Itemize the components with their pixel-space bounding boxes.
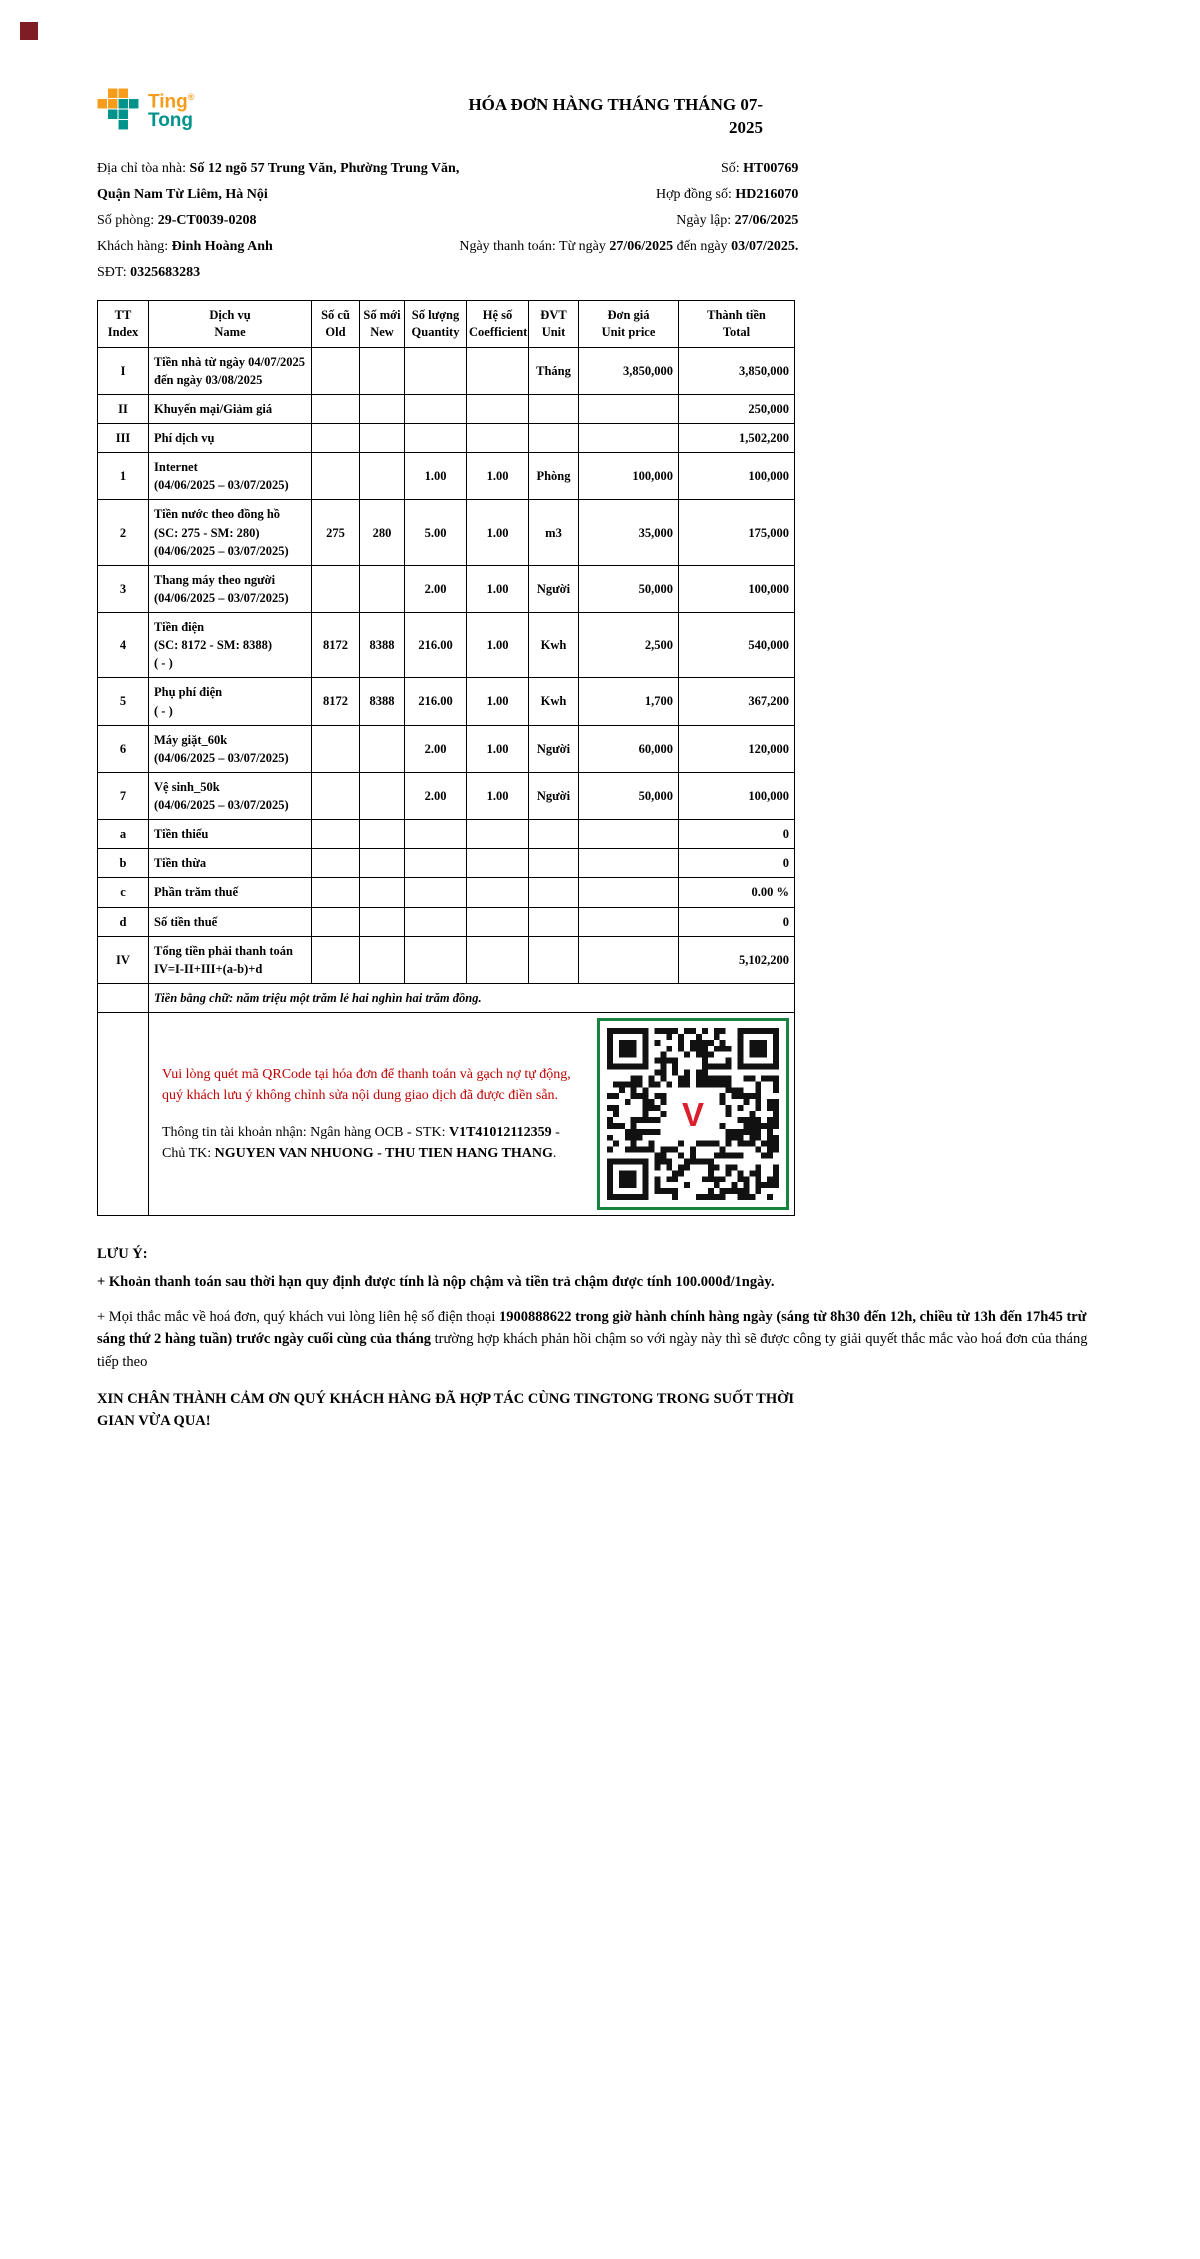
invoice-row-I	[98, 347, 795, 394]
cell-old	[312, 849, 360, 878]
footer-notes	[97, 1246, 1103, 1433]
cell-name: Khuyến mại/Giảm giá	[149, 394, 312, 423]
cell-total: 175,000	[679, 500, 795, 565]
qr-bank-logo	[670, 1091, 716, 1137]
invoice-row-3	[98, 565, 795, 612]
cell-qty	[405, 347, 467, 394]
cell-tt: II	[98, 394, 149, 423]
cell-name: Tiền thiếu	[149, 820, 312, 849]
amount-in-words-row	[98, 983, 795, 1012]
cell-old	[312, 936, 360, 983]
cell-unit: Người	[529, 772, 579, 819]
cell-name: Tiền thừa	[149, 849, 312, 878]
cell-total: 0	[679, 849, 795, 878]
payment-period: Ngày thanh toán: Từ ngày 27/06/2025 đến ngày 03/07/2025.	[459, 238, 799, 254]
cell-unit: Người	[529, 725, 579, 772]
invoice-row-5	[98, 678, 795, 725]
cell-old	[312, 907, 360, 936]
cell-qty	[405, 394, 467, 423]
cell-price	[579, 394, 679, 423]
cell-new	[360, 394, 405, 423]
tingtong-logo-text: Ting® Tong	[148, 91, 195, 131]
invoice-table-extra	[98, 983, 795, 1215]
contract-number: Hợp đồng số: HD216070	[656, 186, 799, 202]
cell-qty: 2.00	[405, 565, 467, 612]
cell-old: 8172	[312, 613, 360, 678]
cell-tt: I	[98, 347, 149, 394]
cell-total: 100,000	[679, 565, 795, 612]
cell-old: 8172	[312, 678, 360, 725]
qr-payment-cell	[149, 1013, 795, 1216]
invoice-row-c	[98, 878, 795, 907]
cell-coef	[467, 394, 529, 423]
cell-coef	[467, 424, 529, 453]
cell-new	[360, 772, 405, 819]
cell-unit	[529, 424, 579, 453]
cell-total: 0.00 %	[679, 878, 795, 907]
cell-tt: III	[98, 424, 149, 453]
cell-qty	[405, 849, 467, 878]
cell-total: 1,502,200	[679, 424, 795, 453]
cell-tt: 5	[98, 678, 149, 725]
cell-name: Tiền điện (SC: 8172 - SM: 8388) ( - )	[149, 613, 312, 678]
customer-phone: SĐT: 0325683283	[97, 264, 201, 280]
cell-unit	[529, 849, 579, 878]
cell-tt: a	[98, 820, 149, 849]
invoice-row-1	[98, 453, 795, 500]
cell-coef: 1.00	[467, 678, 529, 725]
cell-unit: Kwh	[529, 613, 579, 678]
invoice-row-III	[98, 424, 795, 453]
cell-tt: 6	[98, 725, 149, 772]
cell-old	[312, 453, 360, 500]
cell-new	[360, 820, 405, 849]
cell-total: 3,850,000	[679, 347, 795, 394]
cell-tt: c	[98, 878, 149, 907]
invoice-row-IV	[98, 936, 795, 983]
cell-qty: 1.00	[405, 453, 467, 500]
invoice-row-b	[98, 849, 795, 878]
cell-name: Tiền nước theo đồng hồ (SC: 275 - SM: 280) (04/06/2025 – 03/07/2025)	[149, 500, 312, 565]
cell-new	[360, 453, 405, 500]
invoice-row-7	[98, 772, 795, 819]
corner-artifact	[20, 22, 38, 40]
qr-row	[98, 1013, 795, 1216]
notes-heading: LƯU Ý:	[97, 1246, 148, 1262]
cell-coef	[467, 820, 529, 849]
cell-new	[360, 347, 405, 394]
invoice-row-2	[98, 500, 795, 565]
cell-name: Internet (04/06/2025 – 03/07/2025)	[149, 453, 312, 500]
invoice-table	[97, 300, 795, 1216]
cell-name: Phí dịch vụ	[149, 424, 312, 453]
cell-coef: 1.00	[467, 613, 529, 678]
cell-total: 540,000	[679, 613, 795, 678]
cell-price: 100,000	[579, 453, 679, 500]
cell-unit	[529, 907, 579, 936]
header-old: Số cũ Old	[312, 300, 360, 347]
cell-unit	[529, 394, 579, 423]
cell-qty: 216.00	[405, 678, 467, 725]
cell-qty	[405, 878, 467, 907]
cell-new	[360, 907, 405, 936]
registered-mark: ®	[187, 92, 195, 103]
cell-tt: 4	[98, 613, 149, 678]
cell-total: 0	[679, 907, 795, 936]
header-quantity: Số lượng Quantity	[405, 300, 467, 347]
cell-price	[579, 849, 679, 878]
cell-new	[360, 878, 405, 907]
cell-name: Phần trăm thuế	[149, 878, 312, 907]
invoice-info	[97, 156, 799, 286]
building-address: Địa chỉ tòa nhà: Số 12 ngõ 57 Trung Văn, Phường Trung Văn,	[97, 160, 460, 176]
cell-name: Số tiền thuế	[149, 907, 312, 936]
cell-old	[312, 878, 360, 907]
cell-unit: Kwh	[529, 678, 579, 725]
account-info: Thông tin tài khoản nhận: Ngân hàng OCB - STK: V1T41012112359 - Chủ TK: NGUYEN VAN NHUONG - THU TIEN HANG THANG.	[162, 1125, 560, 1161]
amount-in-words: Tiền bằng chữ: năm triệu một trăm lẻ hai nghìn hai trăm đồng.	[149, 983, 795, 1012]
invoice-row-a	[98, 820, 795, 849]
cell-total: 5,102,200	[679, 936, 795, 983]
header-service: Dịch vụ Name	[149, 300, 312, 347]
cell-total: 0	[679, 820, 795, 849]
cell-old	[312, 565, 360, 612]
cell-price	[579, 936, 679, 983]
invoice-row-d	[98, 907, 795, 936]
cell-coef	[467, 347, 529, 394]
cell-qty: 5.00	[405, 500, 467, 565]
cell-qty: 216.00	[405, 613, 467, 678]
cell-coef: 1.00	[467, 500, 529, 565]
thank-you-message: XIN CHÂN THÀNH CẢM ƠN QUÝ KHÁCH HÀNG ĐÃ HỢP TÁC CÙNG TINGTONG TRONG SUỐT THỜI GIAN VỪA QUA!	[97, 1391, 795, 1430]
invoice-number: Số: HT00769	[720, 160, 799, 176]
cell-unit: Tháng	[529, 347, 579, 394]
header-new: Số mới New	[360, 300, 405, 347]
cell-new	[360, 725, 405, 772]
cell-old	[312, 424, 360, 453]
tingtong-logo-icon	[97, 88, 139, 130]
building-address-2: Quận Nam Từ Liêm, Hà Nội	[97, 186, 268, 202]
payment-instructions	[154, 1064, 597, 1164]
cell-old	[312, 347, 360, 394]
cell-tt: 1	[98, 453, 149, 500]
header-unit: ĐVT Unit	[529, 300, 579, 347]
cell-name: Máy giặt_60k (04/06/2025 – 03/07/2025)	[149, 725, 312, 772]
cell-unit	[529, 820, 579, 849]
qr-code-frame	[597, 1018, 789, 1210]
cell-coef: 1.00	[467, 725, 529, 772]
cell-qty: 2.00	[405, 725, 467, 772]
cell-price: 2,500	[579, 613, 679, 678]
cell-new	[360, 936, 405, 983]
cell-new	[360, 424, 405, 453]
cell-unit: m3	[529, 500, 579, 565]
cell-coef	[467, 849, 529, 878]
qr-warning-note: Vui lòng quét mã QRCode tại hóa đơn để thanh toán và gạch nợ tự động, quý khách lưu ý không chỉnh sửa nội dung giao dịch đã được điền sẵn.	[162, 1067, 571, 1103]
cell-name: Tiền nhà từ ngày 04/07/2025 đến ngày 03/08/2025	[149, 347, 312, 394]
cell-old: 275	[312, 500, 360, 565]
header-tt: TT Index	[98, 300, 149, 347]
cell-price: 60,000	[579, 725, 679, 772]
cell-tt: 2	[98, 500, 149, 565]
qr-v-icon: V	[681, 1095, 704, 1133]
room-number: Số phòng: 29-CT0039-0208	[97, 212, 257, 228]
table-header-row	[98, 300, 795, 347]
header-total: Thành tiền Total	[679, 300, 795, 347]
cell-coef	[467, 907, 529, 936]
cell-coef	[467, 878, 529, 907]
header-coefficient: Hệ số Coefficient	[467, 300, 529, 347]
invoice-row-4	[98, 613, 795, 678]
header-unit-price: Đơn giá Unit price	[579, 300, 679, 347]
cell-price: 50,000	[579, 565, 679, 612]
cell-old	[312, 725, 360, 772]
cell-price: 50,000	[579, 772, 679, 819]
cell-empty	[98, 1013, 149, 1216]
customer-name: Khách hàng: Đinh Hoàng Anh	[97, 238, 273, 254]
cell-name: Tổng tiền phải thanh toán IV=I-II+III+(a-b)+d	[149, 936, 312, 983]
cell-tt: d	[98, 907, 149, 936]
cell-name: Thang máy theo người (04/06/2025 – 03/07/2025)	[149, 565, 312, 612]
invoice-table-body	[98, 347, 795, 983]
cell-price: 1,700	[579, 678, 679, 725]
cell-old	[312, 772, 360, 819]
cell-coef	[467, 936, 529, 983]
tingtong-logo	[97, 88, 194, 130]
cell-new: 280	[360, 500, 405, 565]
cell-price	[579, 820, 679, 849]
cell-total: 100,000	[679, 453, 795, 500]
info-left	[97, 156, 459, 286]
cell-old	[312, 820, 360, 849]
cell-new: 8388	[360, 613, 405, 678]
page-title: HÓA ĐƠN HÀNG THÁNG THÁNG 07-2025	[468, 95, 763, 137]
cell-total: 120,000	[679, 725, 795, 772]
cell-old	[312, 394, 360, 423]
cell-coef: 1.00	[467, 772, 529, 819]
cell-tt: 3	[98, 565, 149, 612]
cell-name: Phụ phí điện ( - )	[149, 678, 312, 725]
cell-new	[360, 849, 405, 878]
issue-date: Ngày lập: 27/06/2025	[676, 212, 799, 228]
cell-price: 35,000	[579, 500, 679, 565]
cell-name: Vệ sinh_50k (04/06/2025 – 03/07/2025)	[149, 772, 312, 819]
cell-tt: IV	[98, 936, 149, 983]
cell-total: 367,200	[679, 678, 795, 725]
cell-unit	[529, 878, 579, 907]
cell-tt: 7	[98, 772, 149, 819]
cell-qty	[405, 907, 467, 936]
cell-qty	[405, 936, 467, 983]
info-right	[459, 156, 798, 286]
cell-qty: 2.00	[405, 772, 467, 819]
cell-total: 250,000	[679, 394, 795, 423]
cell-tt: b	[98, 849, 149, 878]
cell-unit: Phòng	[529, 453, 579, 500]
cell-price	[579, 424, 679, 453]
cell-price	[579, 878, 679, 907]
cell-unit	[529, 936, 579, 983]
cell-qty	[405, 820, 467, 849]
late-payment-note: + Khoản thanh toán sau thời hạn quy định được tính là nộp chậm và tiền trả chậm được tính 100.000đ/1ngày.	[97, 1274, 775, 1290]
cell-new: 8388	[360, 678, 405, 725]
invoice-row-II	[98, 394, 795, 423]
cell-unit: Người	[529, 565, 579, 612]
cell-coef: 1.00	[467, 565, 529, 612]
cell-total: 100,000	[679, 772, 795, 819]
cell-qty	[405, 424, 467, 453]
header	[97, 88, 763, 140]
cell-empty	[98, 983, 149, 1012]
cell-new	[360, 565, 405, 612]
invoice-row-6	[98, 725, 795, 772]
hotline-note: + Mọi thắc mắc về hoá đơn, quý khách vui lòng liên hệ số điện thoại 1900888622 trong giờ hành chính hàng ngày (sáng từ 8h30 đến 12h, chiều từ 13h đến 17h45 trừ sáng thứ 2 hàng tuần) trước ngày cuối cùng của tháng trường hợp khách phản hồi chậm so với ngày này thì sẽ được công ty giải quyết thắc mắc vào hoá đơn của tháng tiếp theo	[97, 1309, 1088, 1370]
cell-price: 3,850,000	[579, 347, 679, 394]
cell-price	[579, 907, 679, 936]
cell-coef: 1.00	[467, 453, 529, 500]
